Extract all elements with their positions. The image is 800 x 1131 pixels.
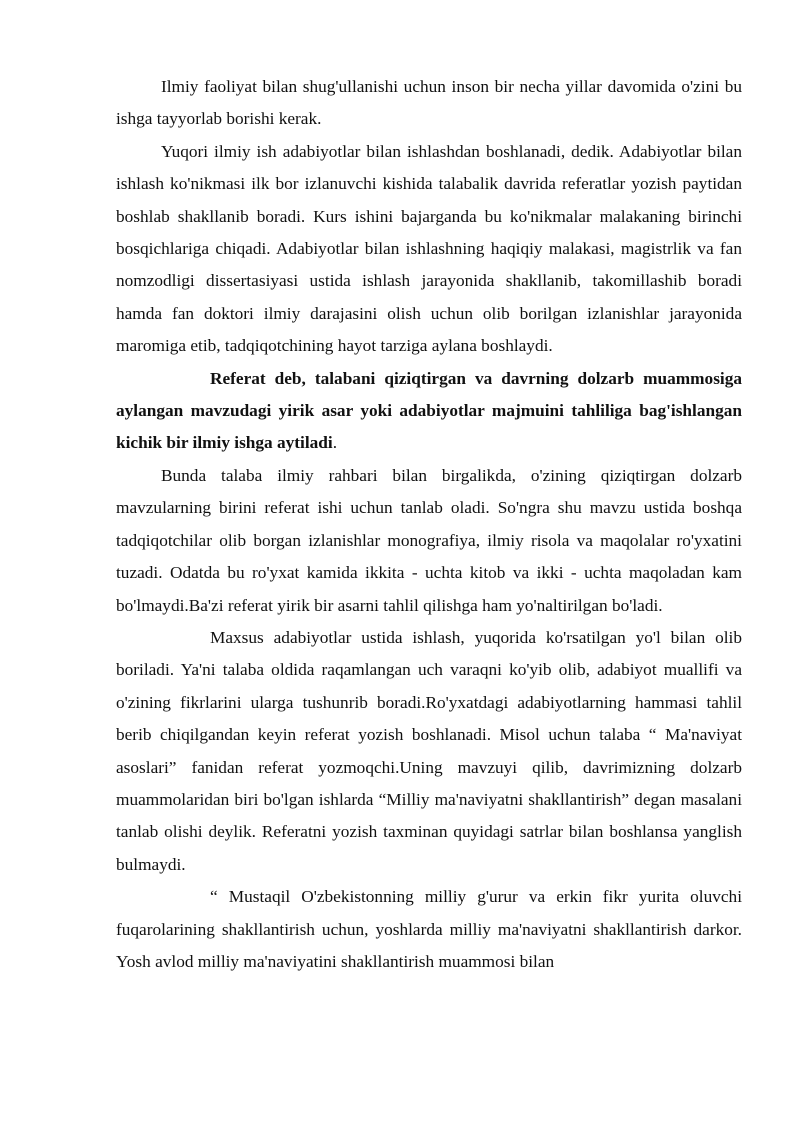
paragraph-intro: Ilmiy faoliyat bilan shug'ullanishi uchun inson bir necha yillar davomida o'zini bu ishga tayyorlab borishi kerak. <box>116 77 742 129</box>
referat-definition-tail: . <box>332 433 338 453</box>
paragraph-literature-work: Yuqori ilmiy ish adabiyotlar bilan ishlashdan boshlanadi, dedik. Adabiyotlar bilan ishlash ko'nikmasi ilk bor izlanuvchi kishida talabalik davrida referatlar yozish paytidan boshlab shakllanib boradi. Kurs ishini bajarganda bu ko'nikmalar malakaning birinchi bosqichlariga chiqadi. Adabiyotlar bilan ishlashning haqiqiy malakasi, magistrlik va fan nomzodligi dissertasiyasi ustida ishlash jarayonida shakllanib, takomillashib boradi hamda fan doktori ilmiy darajasini olish uchun olib borilgan izlanishlar jarayonida maromiga etib, tadqiqotchining hayot tarziga aylana boshlaydi. <box>116 141 742 356</box>
paragraph-referat-definition <box>116 363 742 460</box>
paragraph-special-literature: Maxsus adabiyotlar ustida ishlash, yuqorida ko'rsatilgan yo'l bilan olib boriladi. Ya'ni talaba oldida raqamlangan uch varaqni ko'yib olib, adabiyot muallifi va o'zining fikrlarini ularga tushunrib boradi.Ro'yxatdagi adabiyotlarning hammasi tahlil berib chiqilgandan keyin referat yozish boshlanadi. Misol uchun talaba “ Ma'naviyat asoslari” fanidan referat yozmoqchi.Uning mavzuyi qilib, davrimizning dolzarb muammolaridan biri bo'lgan ishlarda “Milliy ma'naviyatni shakllantirish” degan masalani tanlab olishi deylik. Referatni yozish taxminan quyidagi satrlar bilan boshlansa yanglish bulmaydi. <box>116 627 742 874</box>
document-page <box>116 71 742 978</box>
paragraph-topic-selection: Bunda talaba ilmiy rahbari bilan birgalikda, o'zining qiziqtirgan dolzarb mavzularning birini referat ishi uchun tanlab oladi. So'ngra shu mavzu ustida boshqa tadqiqotchilar olib borgan izlanishlar monografiya, ilmiy risola va maqolalar ro'yxatini tuzadi. Odatda bu ro'yxat kamida ikkita - uchta kitob va ikki - uchta maqoladan kam bo'lmaydi.Ba'zi referat yirik bir asarni tahlil qilishga ham yo'naltirilgan bo'ladi. <box>116 465 742 615</box>
paragraph-quote-start: “ Mustaqil O'zbekistonning milliy g'urur va erkin fikr yurita oluvchi fuqarolarining shakllantirish uchun, yoshlarda milliy ma'naviyatni shakllantirish darkor. Yosh avlod milliy ma'naviyatini shakllantirish muammosi bilan <box>116 887 742 971</box>
referat-definition-bold: Referat deb, talabani qiziqtirgan va davrning dolzarb muammosiga aylangan mavzudagi yirik asar yoki adabiyotlar majmuini tahliliga bag'ishlangan kichik bir ilmiy ishga aytiladi <box>116 368 742 453</box>
